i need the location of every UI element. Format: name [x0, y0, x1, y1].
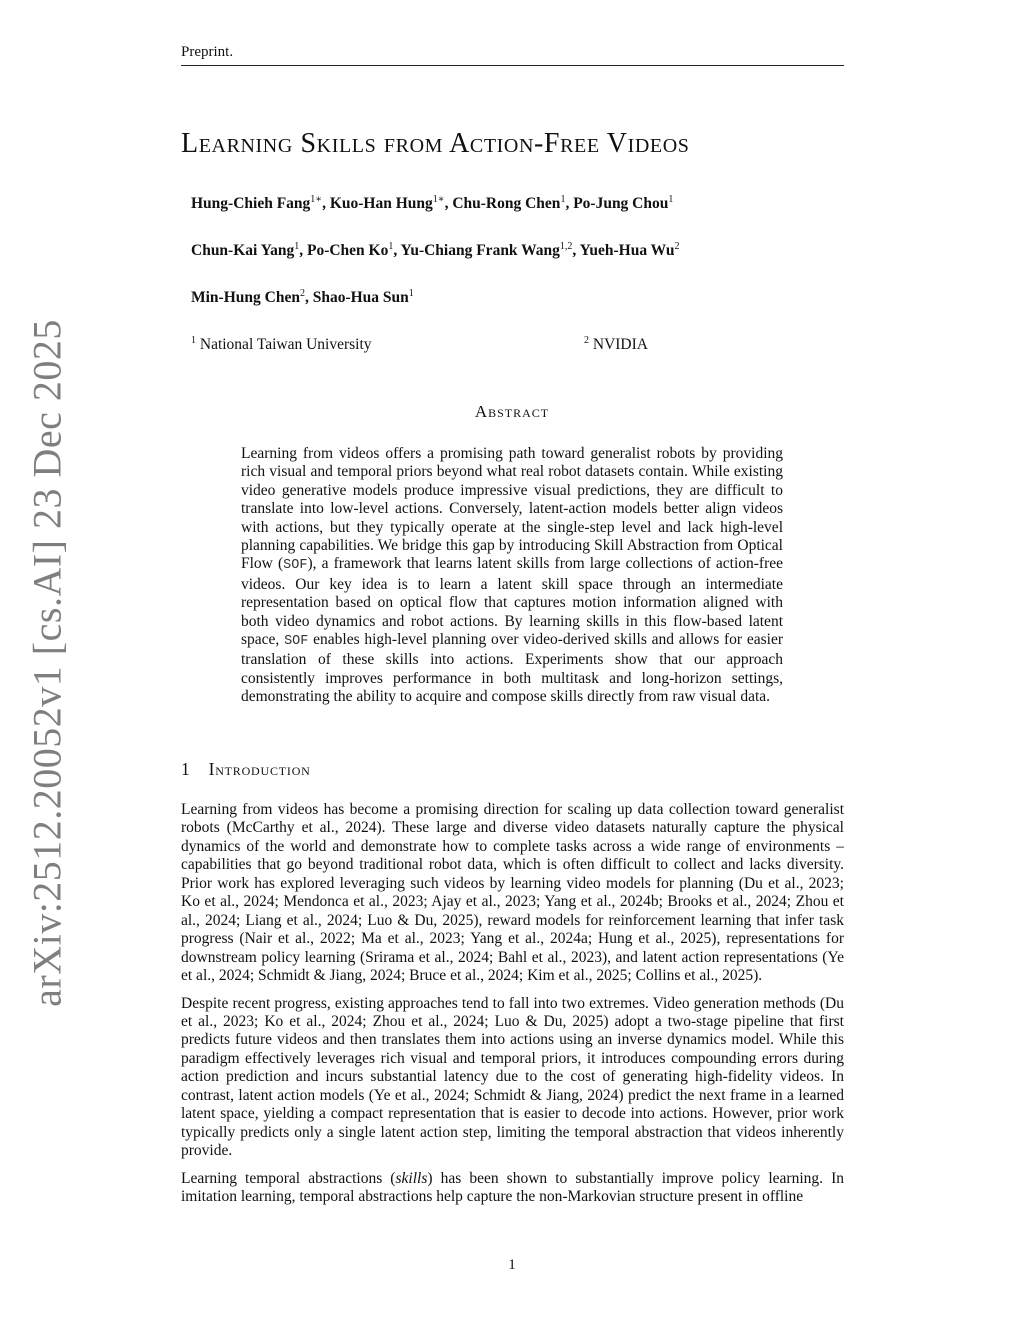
paragraph-3	[181, 1170, 844, 1207]
paper-title: Learning Skills from Action-Free Videos	[181, 128, 690, 159]
author-name: Min-Hung Chen	[191, 289, 300, 307]
affiliation-name: National Taiwan University	[199, 336, 372, 354]
author-name: Chun-Kai Yang	[191, 242, 295, 260]
author-affil-mark: 1,2	[559, 241, 573, 252]
author-affil-mark: 1	[408, 288, 414, 299]
affiliation-mark: 2	[584, 335, 589, 346]
paragraph-2: Despite recent progress, existing approaches tend to fall into two extremes. Video generation methods (Du et al., 2023; Ko et al., 2024; Zhou et al., 2024; Luo & Du, 2025) adopt a two-stage pipeline that first predicts future videos and then translates them into actions using an inverse dynamics model. While this paradigm effectively leverages rich visual and temporal priors, it introduces compounding errors during action prediction and incurs substantial latency due to the cost of generating high-fidelity videos. In contrast, latent action models (Ye et al., 2024; Schmidt & Jiang, 2024) predict the next frame in a learned latent space, yielding a compact representation that is easier to decode into actions. However, prior work typically predicts only a single latent action step, limiting the temporal abstraction that videos inherently provide.	[181, 994, 844, 1160]
author-separator: ,	[572, 242, 580, 260]
abstract-text: Learning from videos offers a promising path toward generalist robots by providing rich visual and temporal priors beyond what real robot datasets contain. While existing video generative models produce impressive visual predictions, they are difficult to translate into low-level actions. Conversely, latent-action models better align videos with actions, but they typically operate at the single-step level and lack high-level planning capabilities. We bridge this gap by introducing Skill Abstraction from Optical Flow (	[241, 445, 783, 573]
affiliation-2	[584, 335, 648, 354]
author-affil-mark: 2	[674, 241, 680, 252]
affiliation-mark: 1	[191, 335, 196, 346]
method-acronym: SOF	[284, 634, 309, 650]
author-affil-mark: 2	[299, 288, 305, 299]
author-separator: ,	[322, 195, 330, 213]
author-separator: ,	[304, 289, 313, 307]
author-affil-mark: 1∗	[432, 194, 445, 205]
paragraph-1: Learning from videos has become a promising direction for scaling up data collection toward generalist robots (McCarthy et al., 2024). These large and diverse video datasets naturally capture the physical dynamics of the world and demonstrate how to complete tasks across a wide range of environments – capabilities that go beyond traditional robot data, which is often difficult to collect and lacks diversity. Prior work has explored leveraging such videos by learning video models for planning (Du et al., 2023; Ko et al., 2024; Mendonca et al., 2023; Ajay et al., 2023; Yang et al., 2024b; Brooks et al., 2024; Zhou et al., 2024; Liang et al., 2024; Luo & Du, 2025), reward models for reinforcement learning that infer task progress (Nair et al., 2022; Ma et al., 2023; Yang et al., 2024a; Hung et al., 2025), representations for downstream policy learning (Srirama et al., 2024; Bahl et al., 2023), and latent action representations (Ye et al., 2024; Schmidt & Jiang, 2024; Bruce et al., 2024; Kim et al., 2025; Collins et al., 2025).	[181, 801, 844, 985]
abstract-text: enables high-level planning over video-derived skills and allows for easier translation of these skills into actions. Experiments show that our approach consistently improves performance in both multitask and long-horizon settings, demonstrating the ability to acquire and compose skills directly from raw visual data.	[241, 631, 783, 706]
author-line-2	[191, 241, 831, 260]
author-affil-mark: 1	[560, 194, 566, 205]
paragraph-text: ) has been shown to substantially improve policy learning. In imitation learning, temporal abstractions help capture the non-Markovian structure present in offline	[181, 1169, 845, 1206]
author-separator: ,	[565, 195, 574, 213]
arxiv-identifier: arXiv:2512.20052v1 [cs.AI] 23 Dec 2025	[24, 319, 70, 1007]
body-text	[181, 801, 844, 1216]
author-name: Yueh-Hua Wu	[579, 242, 675, 260]
author-line-1	[191, 194, 831, 213]
affiliation-name: NVIDIA	[592, 336, 648, 354]
author-affil-mark: 1	[668, 194, 674, 205]
author-separator: ,	[299, 242, 307, 260]
method-acronym: SOF	[283, 558, 308, 574]
header-rule	[181, 65, 844, 66]
abstract-heading: Abstract	[474, 402, 550, 421]
author-name: Chu-Rong Chen	[452, 195, 561, 213]
abstract-text: ), a framework that learns latent skills from large collections of action-free videos. Our key idea is to learn a latent skill space through an intermediate representation based on optical flow that captures motion information aligned with both video dynamics and robot actions. By learning skills in this flow-based latent space,	[241, 555, 783, 649]
section-number: 1	[181, 759, 191, 779]
page-number: 1	[508, 1257, 516, 1273]
author-name: Yu-Chiang Frank Wang	[400, 242, 560, 260]
author-affil-mark: 1	[388, 241, 394, 252]
author-name: Po-Jung Chou	[573, 195, 669, 213]
author-name: Po-Chen Ko	[306, 242, 389, 260]
author-affil-mark: 1∗	[310, 194, 323, 205]
abstract-body	[241, 445, 783, 707]
author-line-3	[191, 288, 831, 307]
author-separator: ,	[393, 242, 401, 260]
author-name: Kuo-Han Hung	[329, 195, 433, 213]
author-affil-mark: 1	[294, 241, 300, 252]
running-header: Preprint.	[181, 44, 234, 60]
section-title: Introduction	[208, 759, 311, 779]
emphasis-term: skills	[395, 1169, 428, 1187]
author-name: Hung-Chieh Fang	[191, 195, 311, 213]
paragraph-text: Learning temporal abstractions (	[181, 1169, 396, 1187]
author-separator: ,	[444, 195, 453, 213]
affiliation-1	[191, 335, 372, 354]
author-name: Shao-Hua Sun	[312, 289, 409, 307]
section-heading	[181, 759, 311, 780]
